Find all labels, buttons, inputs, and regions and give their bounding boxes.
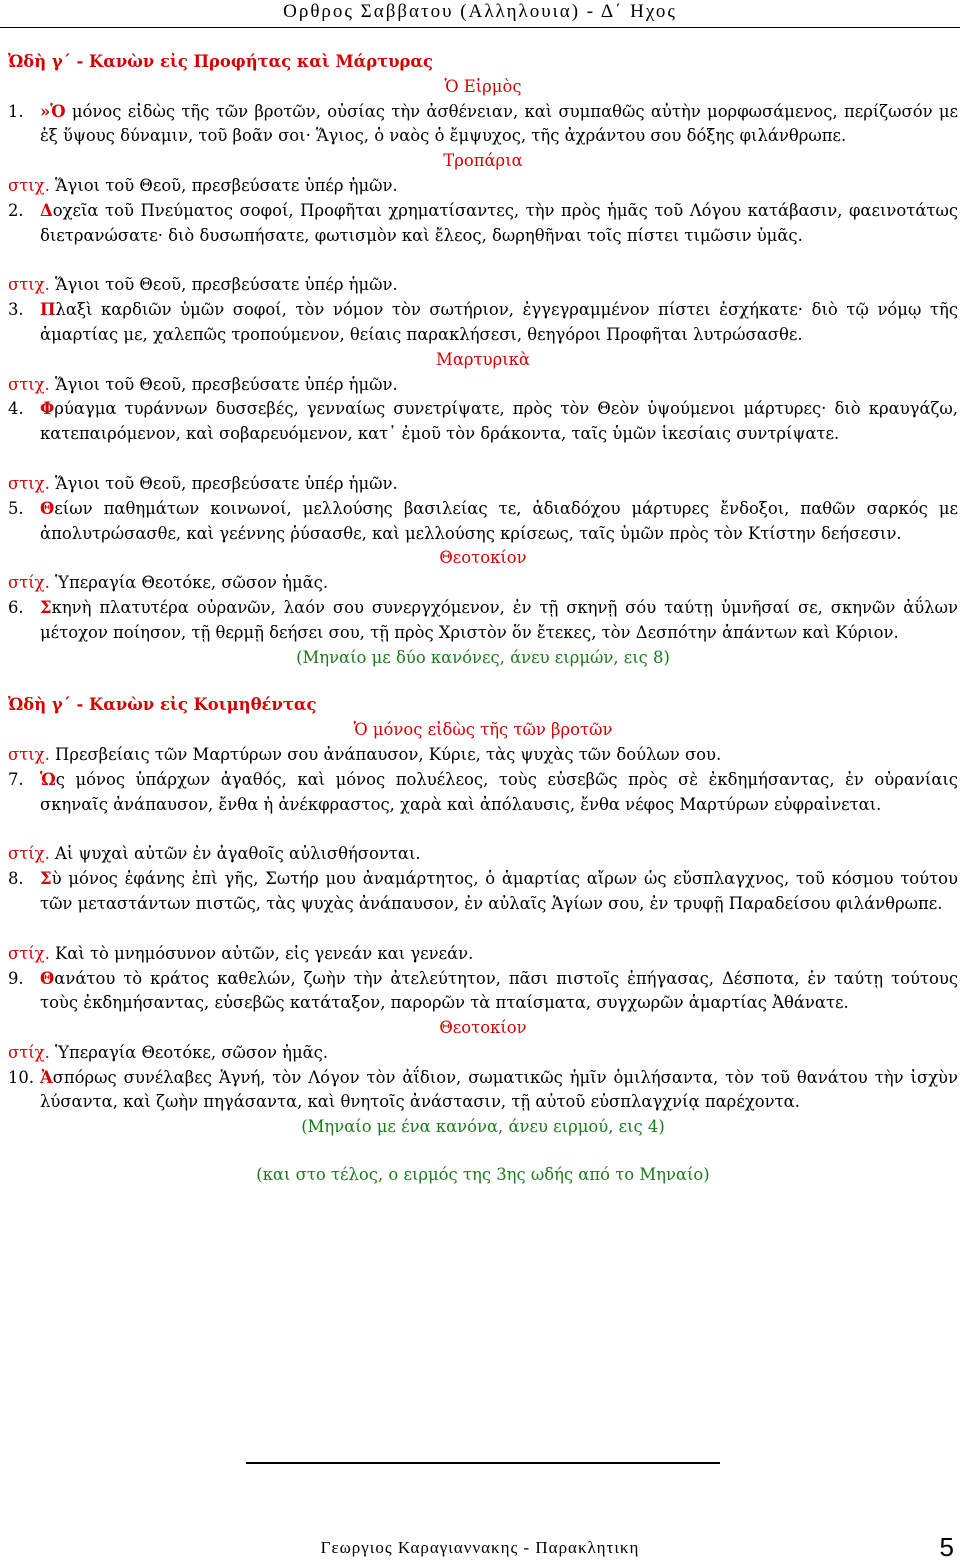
heirmos-label: Ὁ Εἱρμὸς: [444, 76, 522, 96]
troparion-text: μόνος εἰδὼς τῆς τῶν βροτῶν, οὐσίας τὴν ἀσθένειαν, καὶ συμπαθῶς αὐτὴν μορφωσάμενος, περίζωσόν με ἐξ ὕψους δύναμιν, τοῦ βοᾶν σοι· Ἅγιος, ὁ ναὸς ὁ ἔμψυχος, τῆς ἀχράντου σου δόξης φιλάνθρωπε.: [40, 101, 958, 146]
stichos-line: [8, 1041, 958, 1066]
troparion-number: 9.: [8, 968, 24, 988]
heirmos-note: (και στο τέλος, ο ειρμός της 3ης ωδής από το Μηναίο): [256, 1165, 710, 1185]
stichos-text: Ἅγιοι τοῦ Θεοῦ, πρεσβεύσατε ὑπέρ ἡμῶν.: [49, 374, 398, 394]
troparion-initial: Ὡ: [40, 769, 56, 789]
troparion-text: κηνὴ πλατυτέρα οὐρανῶν, λαόν σου συνεργχόμενον, ἐν τῇ σκηνῇ σόυ ταύτῃ ὑμνῆσαί σε, σκηνῶν ἀΰλων μέτοχον ποίησον, τῇ θερμῇ δεήσει σου, τῇ πρὸς Χριστὸν ὅν ἔτεκες, τὸν Δεσπότην ἁπάντων καὶ Κύριον.: [40, 597, 958, 642]
troparion-number: 6.: [8, 597, 24, 617]
troparion-text: είων παθημάτων κοινωνοί, μελλούσης βασιλείας τε, ἀδιαδόχου μάρτυρες ἔνδοξοι, παθῶν σαρκός με ἀπολυτρώσασθε, καὶ γεέννης ῥύσασθε, καὶ μελλούσης κρίσεως, ταῖς ὑμῶν πρὸς τὸν Κτίστην δεήσεσιν.: [40, 498, 958, 543]
stichos-line: [8, 842, 958, 867]
troparion-initial: Σ: [40, 869, 52, 889]
spacer: [8, 248, 958, 273]
closing-rule: [246, 1462, 720, 1464]
troparion-initial: Θ: [40, 498, 55, 518]
troparion-text: ανάτου τὸ κράτος καθελών, ζωὴν τὴν ἀτελεύτητον, πᾶσι πιστοῖς ἐπήγασας, Δέσποτα, ἐν ταύτῃ τούτους τοὺς ἐκδημήσαντας, εὐσεβῶς κατάταξον, παρορῶν τὰ πταίσματα, συγχωρῶν ἁμαρτίας Ἀθάνατε.: [40, 968, 958, 1013]
troparion-number: 1.: [8, 101, 24, 121]
menaion-note: (Μηναίο με ένα κανόνα, άνευ ειρμού, εις 4): [301, 1117, 665, 1137]
spacer: [8, 917, 958, 942]
stichos-label: στίχ.: [8, 573, 50, 593]
ode-title-departed: Ὠδὴ γ΄ - Κανὼν εἰς Κοιμηθέντας: [8, 695, 317, 715]
troparion-number: 4.: [8, 399, 24, 419]
stichos-line: [8, 174, 958, 199]
stichos-line: [8, 571, 958, 596]
stichos-label: στιχ.: [8, 175, 50, 195]
stichos-label: στιχ.: [8, 473, 50, 493]
ode-title-prophets: Ὠδὴ γ΄ - Κανὼν εἰς Προφήτας καὶ Μάρτυρας: [8, 52, 434, 71]
spacer: [8, 447, 958, 472]
stichos-line: [8, 273, 958, 298]
stichos-text: Ὑπεραγία Θεοτόκε, σῶσον ἡμᾶς.: [49, 1042, 329, 1062]
stichos-text: Αἱ ψυχαὶ αὐτῶν ἐν ἀγαθοῖς αὐλισθήσονται.: [49, 844, 421, 864]
troparion-number: 3.: [8, 300, 24, 320]
troparion-initial: »Ὁ: [40, 101, 66, 121]
troparion-initial: Θ: [40, 968, 55, 988]
troparion-initial: Σ: [40, 597, 52, 617]
troparion-text: σπόρως συνέλαβες Ἁγνή, τὸν Λόγον τὸν ἀΐδιον, σωματικῶς ἡμῖν ὁμιλήσαντα, τὸν τοῦ θανάτου τὴν ἰσχὺν λύσαντα, καὶ ζωὴν πηγάσαντα, καὶ θνητοῖς ἀνάστασιν, τῇ αὐτοῦ εὐσπλαγχνίᾳ παρέχοντα.: [40, 1067, 958, 1112]
document-body: [8, 50, 958, 1188]
theotokion-label: Θεοτοκίον: [439, 1018, 527, 1038]
spacer: [8, 670, 958, 693]
troparion-text: οχεῖα τοῦ Πνεύματος σοφοί, Προφῆται χρηματίσαντες, τὴν πρὸς ἡμᾶς τοῦ Λόγου κατάβασιν, φαεινοτάτως διετρανώσατε· διὸ δυσωπήσατε, φωτισμὸν καὶ ἔλεος, δωρηθῆναι τοῖς πίστει τιμῶσιν ὑμᾶς.: [40, 200, 958, 245]
stichos-line: [8, 743, 958, 768]
stichos-line: [8, 373, 958, 398]
page-header: Ορθρος Σαββατου (Αλληλουια) - Δ΄ Ηχος: [283, 1, 677, 22]
spacer: [8, 817, 958, 842]
stichos-text: Ὑπεραγία Θεοτόκε, σῶσον ἡμᾶς.: [49, 573, 329, 593]
stichos-text: Πρεσβείαις τῶν Μαρτύρων σου ἀνάπαυσον, Κύριε, τὰς ψυχὰς τῶν δούλων σου.: [49, 744, 722, 764]
troparion-number: 5.: [8, 498, 24, 518]
troparion-6: [8, 596, 958, 646]
stichos-label: στίχ.: [8, 844, 50, 864]
stichos-label: στιχ.: [8, 275, 50, 295]
troparia-label: Τροπάρια: [443, 151, 523, 171]
troparion-1: [8, 100, 958, 150]
stichos-text: Καὶ τὸ μνημόσυνον αὐτῶν, εἰς γενεάν και γενεάν.: [49, 943, 474, 963]
troparion-number: 8.: [8, 869, 24, 889]
page-footer: Γεωργιος Καραγιαννακης - Παρακλητικη: [320, 1538, 640, 1557]
troparion-10: [8, 1066, 958, 1116]
stichos-line: [8, 472, 958, 497]
troparion-3: [8, 298, 958, 348]
stichos-text: Ἅγιοι τοῦ Θεοῦ, πρεσβεύσατε ὑπέρ ἡμῶν.: [49, 275, 398, 295]
troparion-number: 7.: [8, 769, 24, 789]
troparion-text: ρύαγμα τυράννων δυσσεβές, γενναίως συνετρίψατε, πρὸς τὸν Θεὸν ὑψούμενοι μάρτυρες· διὸ κραυγάζω, κατεπαιρόμενον, καὶ σοβαρευόμενον, κατ᾽ ἐμοῦ τὸν δράκοντα, ταῖς ὑμῶν ἱκεσίαις συντρίψατε.: [40, 399, 958, 444]
troparion-5: [8, 497, 958, 547]
stichos-label: στίχ.: [8, 1042, 50, 1062]
page-number: 5: [939, 1532, 954, 1562]
troparion-4: [8, 397, 958, 447]
troparion-text: λαξὶ καρδιῶν ὑμῶν σοφοί, τὸν νόμον τὸν σωτήριον, ἐγγεγραμμένον πίστει ἐσχήκατε· διὸ τῷ νόμῳ τῆς ἁμαρτίας με, χαλεπῶς τροπούμενον, θείαις παρακλήσεσι, θεηγόροι Προφῆται λυτρώσασθε.: [40, 300, 958, 344]
stichos-text: Ἅγιοι τοῦ Θεοῦ, πρεσβεύσατε ὑπέρ ἡμῶν.: [49, 473, 398, 493]
stichos-label: στιχ.: [8, 744, 50, 764]
troparion-7: [8, 768, 958, 818]
troparion-text: ς μόνος ὑπάρχων ἀγαθός, καὶ μόνος πολυέλεος, τοὺς εὐσεβῶς πρὸς σὲ ἐκδημήσαντας, ἐν οὐρανίαις σκηναῖς ἀνάπαυσον, ἔνθα ἡ ἀνέκφραστος, χαρὰ καὶ ἀπόλαυσις, ἔνθα νέφος Μαρτύρων εὐφραἰνεται.: [40, 769, 958, 814]
troparion-initial: Ἀ: [40, 1067, 53, 1087]
troparion-initial: Δ: [40, 200, 53, 220]
stichos-text: Ἅγιοι τοῦ Θεοῦ, πρεσβεύσατε ὑπέρ ἡμῶν.: [49, 175, 398, 195]
menaion-note: (Μηναίο με δύο κανόνες, άνευ ειρμών, εις 8): [296, 647, 670, 667]
stichos-line: [8, 942, 958, 967]
stichos-label: στιχ.: [8, 374, 50, 394]
stichos-label: στίχ.: [8, 943, 50, 963]
heirmos-label: Ὁ μόνος εἰδὼς τῆς τῶν βροτῶν: [353, 720, 613, 740]
troparion-initial: Π: [40, 300, 56, 320]
theotokion-label: Θεοτοκίον: [439, 548, 527, 568]
troparion-number: 10.: [8, 1067, 35, 1087]
spacer: [8, 1140, 958, 1163]
troparion-number: 2.: [8, 200, 24, 220]
header-rule: [0, 27, 960, 28]
troparion-initial: Φ: [40, 399, 55, 419]
troparion-2: [8, 199, 958, 249]
troparion-9: [8, 967, 958, 1017]
troparion-8: [8, 867, 958, 917]
martyrika-label: Μαρτυρικὰ: [436, 349, 530, 369]
troparion-text: ὺ μόνος ἐφάνης ἐπὶ γῆς, Σωτήρ μου ἀναμάρτητος, ὁ ἁμαρτίας αἴρων ὡς εὔσπλαγχνος, τοῦ κόσμου τούτου τῶν μεταστάντων πιστῶς, τὰς ψυχὰς ἀνάπαυσον, ἐν αὐλαῖς Ἁγίων σου, ἐν τρυφῇ Παραδείσου φιλάνθρωπε.: [40, 869, 958, 913]
